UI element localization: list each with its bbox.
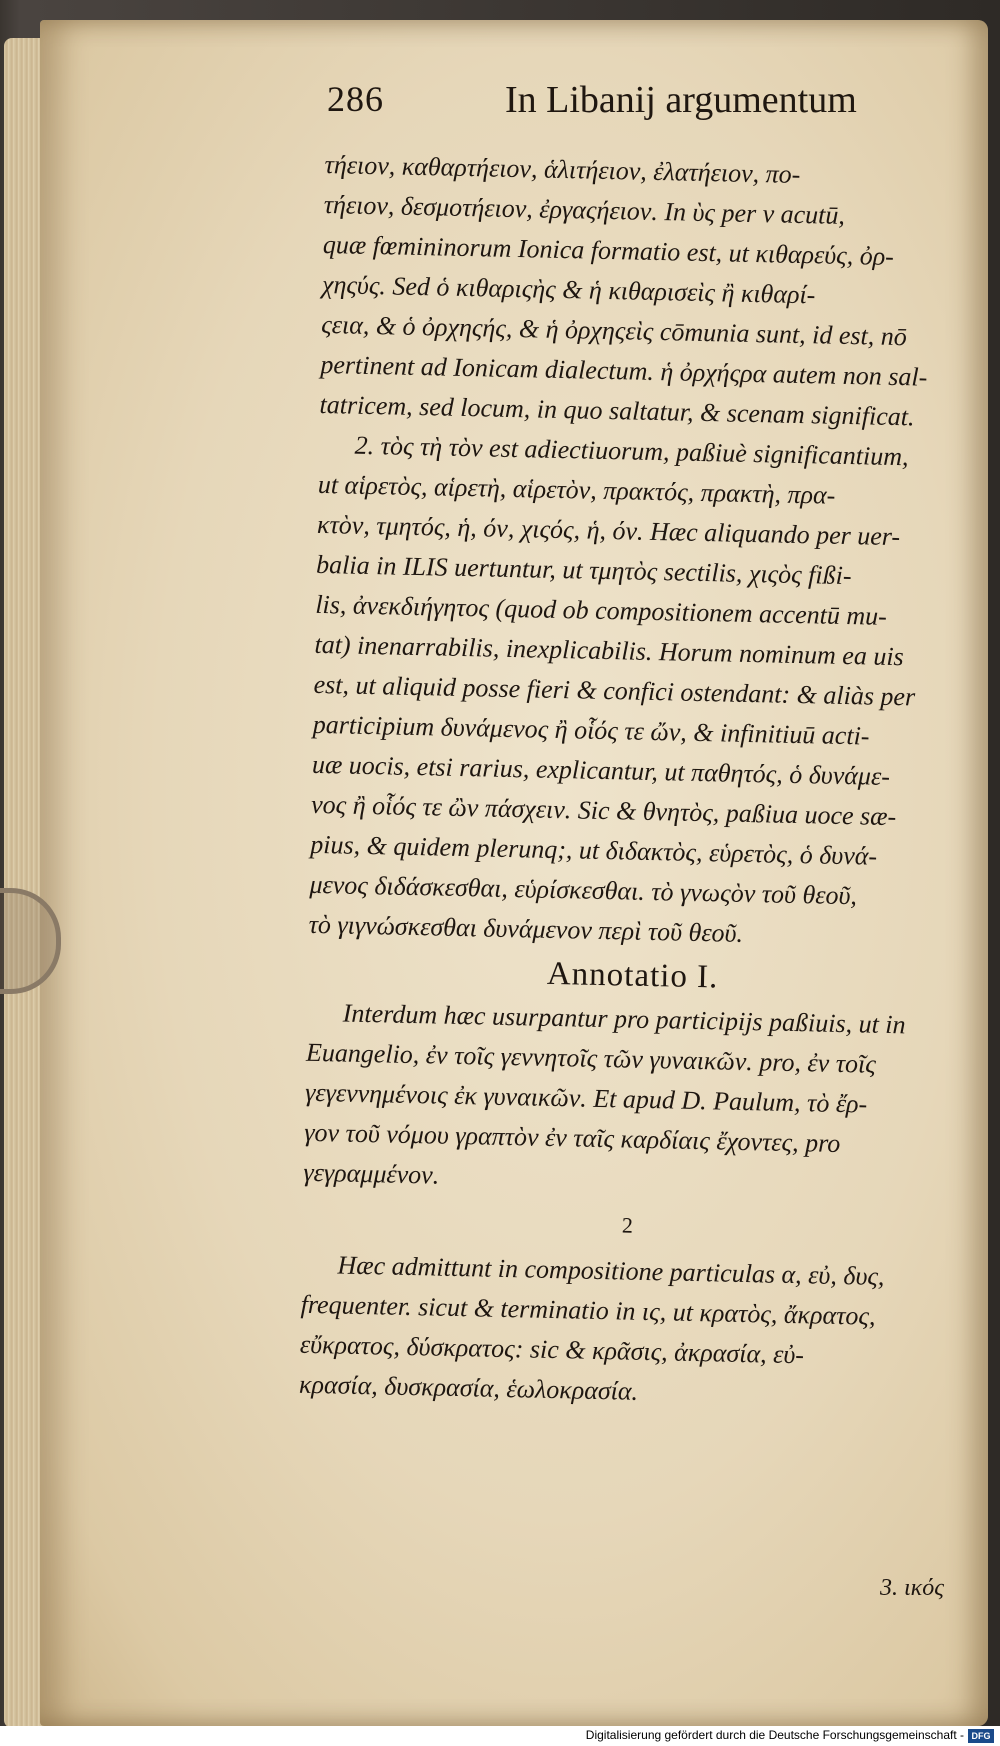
dfg-logo: DFG: [968, 1729, 994, 1743]
text-line: pius, & quidem plerunq;, ut διδακτὸς, εὑρετὸς, ὁ δυνά-: [310, 829, 878, 871]
text-line: νος ἢ οἷός τε ὢν πάσχειν. Sic & θνητὸς, paßiua uoce sæ-: [310, 789, 897, 832]
text-line: lis, ἀνεκδιήγητος (quod ob compositionem accentū mu-: [315, 589, 888, 631]
section-line: frequenter. sicut & terminatio in ις, ut κρατὸς, ἄκρατος,: [300, 1289, 876, 1331]
text-line: uæ uocis, etsi rarius, explicantur, ut παθητός, ὁ δυνάμε-: [311, 749, 891, 791]
annotation-line: γεγεννημένοις ἐκ γυναικῶν. Et apud D. Paulum, τὸ ἔρ-: [304, 1077, 868, 1119]
annotation-heading: Annotatio I.: [546, 955, 719, 996]
page-number: 286: [327, 79, 384, 119]
text-line: tatricem, sed locum, in quo saltatur, & scenam significat.: [319, 389, 915, 432]
text-line: μενος διδάσκεσθαι, εὑρίσκεσθαι. τὸ γνωςὸν τοῦ θεοῦ,: [309, 869, 858, 911]
text-line: est, ut aliquid posse fieri & confici ostendant: & aliàs per: [313, 669, 916, 712]
annotation-line: Euangelio, ἐν τοῖς γεννητοῖς τῶν γυναικῶν. pro, ἐν τοῖς: [305, 1037, 877, 1079]
section-line: κρασία, δυσκρασία, ἑωλοκρασία.: [298, 1369, 639, 1406]
text-line: quæ fœmininorum Ionica formatio est, ut κιθαρεύς, ὀρ-: [322, 229, 895, 271]
text-line: 2. τὸς τὴ τὸν est adiectiuorum, paßiuè significantium,: [354, 430, 909, 472]
annotation-line: Interdum hæc usurpantur pro participijs paßiuis, ut in: [342, 998, 906, 1040]
footer-credit: Digitalisierung gefördert durch die Deutsche Forschungsgemeinschaft -: [585, 1728, 964, 1742]
text-line: pertinent ad Ionicam dialectum. ἡ ὀρχήςρα autem non sal-: [320, 349, 928, 392]
text-line: τήειον, δεσμοτήειον, ἐργαςήειον. In ὺς per ν acutū,: [323, 189, 846, 230]
text-line: τὸ γιγνώσκεσθαι δυνάμενον περὶ τοῦ θεοῦ.: [308, 909, 744, 948]
text-line: tat) inenarrabilis, inexplicabilis. Horum nominum ea uis: [314, 629, 905, 672]
text-line: ςεια, & ὁ ὀρχηςής, & ἡ ὀρχηςεὶς cōmunia sunt, id est, nō: [320, 309, 908, 352]
section-line: Hæc admittunt in compositione particulas α, εὐ, δυς,: [337, 1250, 885, 1291]
annotation-line: γον τοῦ νόμου γραπτὸν ἐν ταῖς καρδίαις ἔχοντες, pro: [304, 1117, 841, 1159]
footer-strip: [0, 1726, 1000, 1746]
text-line: balia in ILIS uertuntur, ut τμητὸς sectilis, χιςὸς fißi-: [315, 549, 852, 591]
page-header: [325, 78, 945, 138]
text-line: participium δυνάμενος ἢ οἷός τε ὤν, & infinitiuū acti-: [312, 709, 870, 751]
text-line: χηςύς. Sed ὁ κιθαριςὴς & ἡ κιθαρισεὶς ἢ κιθαρί-: [321, 269, 816, 310]
section-number: 2: [621, 1212, 634, 1238]
text-line: τήειον, καθαρτήειον, ἁλιτήειον, ἐλατήειον, πο-: [324, 149, 801, 189]
catchword: 3. ικός: [880, 1575, 944, 1601]
text-line: ut αἱρετὸς, αἱρετὴ, αἱρετὸν, πρακτός, πρακτὴ, πρα-: [317, 469, 836, 510]
running-head: In Libanij argumentum: [505, 79, 857, 121]
annotation-line: γεγραμμένον.: [303, 1157, 440, 1190]
section-line: εὔκρατος, δύσκρατος: sic & κρᾶσις, ἀκρασία, εὐ-: [299, 1329, 805, 1370]
text-line: κτὸν, τμητός, ἡ, όν, χιςός, ἡ, όν. Hæc aliquando per uer-: [316, 509, 901, 552]
body-text: [299, 145, 975, 1418]
